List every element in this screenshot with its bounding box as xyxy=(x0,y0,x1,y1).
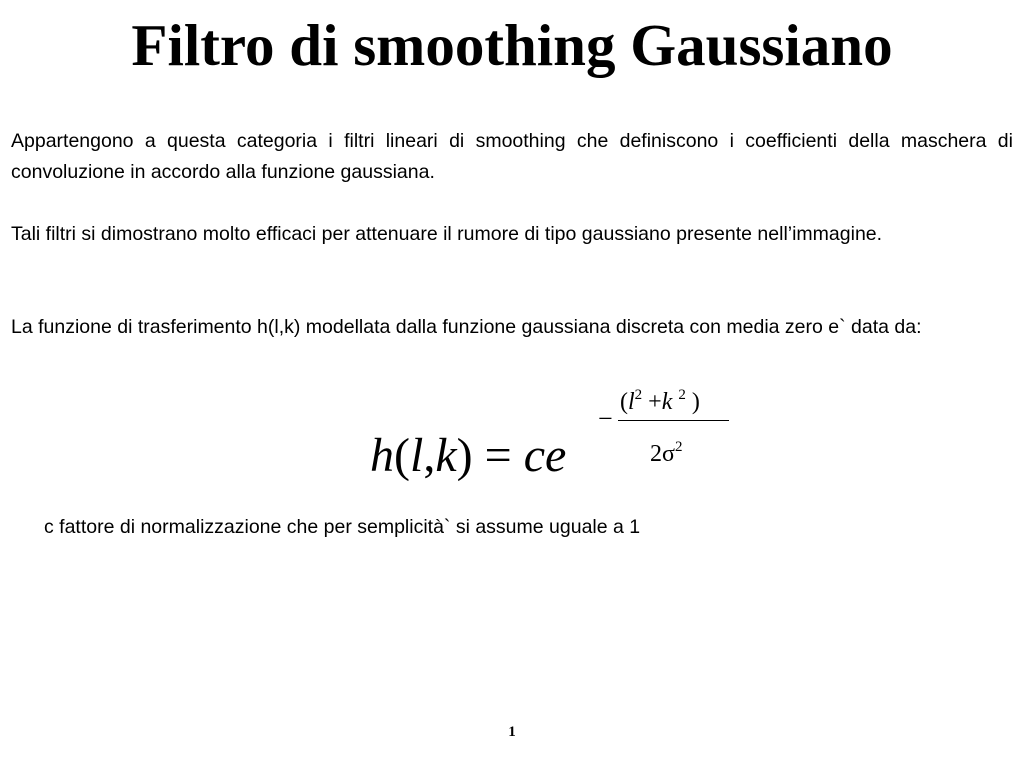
exponent-numerator xyxy=(620,380,700,417)
numerator-l-power: 2 xyxy=(634,387,643,403)
formula-close-paren: ) xyxy=(456,429,473,482)
exponent-fraction-bar xyxy=(618,420,729,421)
normalization-note: c fattore di normalizzazione che per semplicità` si assume uguale a 1 xyxy=(44,516,641,538)
formula-equals: = xyxy=(472,429,524,482)
denominator-power: 2 xyxy=(674,439,683,455)
slide-title: Filtro di smoothing Gaussiano xyxy=(131,12,893,78)
paragraph-gaussian-filters-intro: Appartengono a questa categoria i filtri lineari di smoothing che definiscono i coefficienti della maschera di convoluzione in accordo alla funzione gaussiana. xyxy=(11,130,1013,183)
formula-comma: , xyxy=(423,429,436,482)
numerator-open-paren: ( xyxy=(620,389,628,415)
paragraph-transfer-function: La funzione di trasferimento h(l,k) modellata dalla funzione gaussiana discreta con media zero e` data da: xyxy=(11,316,922,338)
numerator-plus: + xyxy=(648,389,662,415)
paragraph-noise-attenuation: Tali filtri si dimostrano molto efficaci per attenuare il rumore di tipo gaussiano presente nell’immagine. xyxy=(11,223,883,245)
numerator-k-power: 2 xyxy=(678,387,686,403)
formula-open-paren: ( xyxy=(394,429,410,482)
numerator-close-paren: ) xyxy=(691,389,700,415)
formula-lhs xyxy=(370,428,566,484)
denominator-sigma: σ xyxy=(662,441,675,467)
denominator-coefficient: 2 xyxy=(650,441,662,467)
formula-rhs: ce xyxy=(523,429,567,482)
formula-k: k xyxy=(435,429,457,482)
exponent-denominator xyxy=(650,432,682,469)
page-number: 1 xyxy=(508,724,516,740)
numerator-l: l xyxy=(628,389,635,415)
numerator-k: k xyxy=(661,389,673,415)
exponent-minus-sign: − xyxy=(598,404,613,433)
formula-l: l xyxy=(409,429,424,482)
formula-h: h xyxy=(370,429,394,482)
